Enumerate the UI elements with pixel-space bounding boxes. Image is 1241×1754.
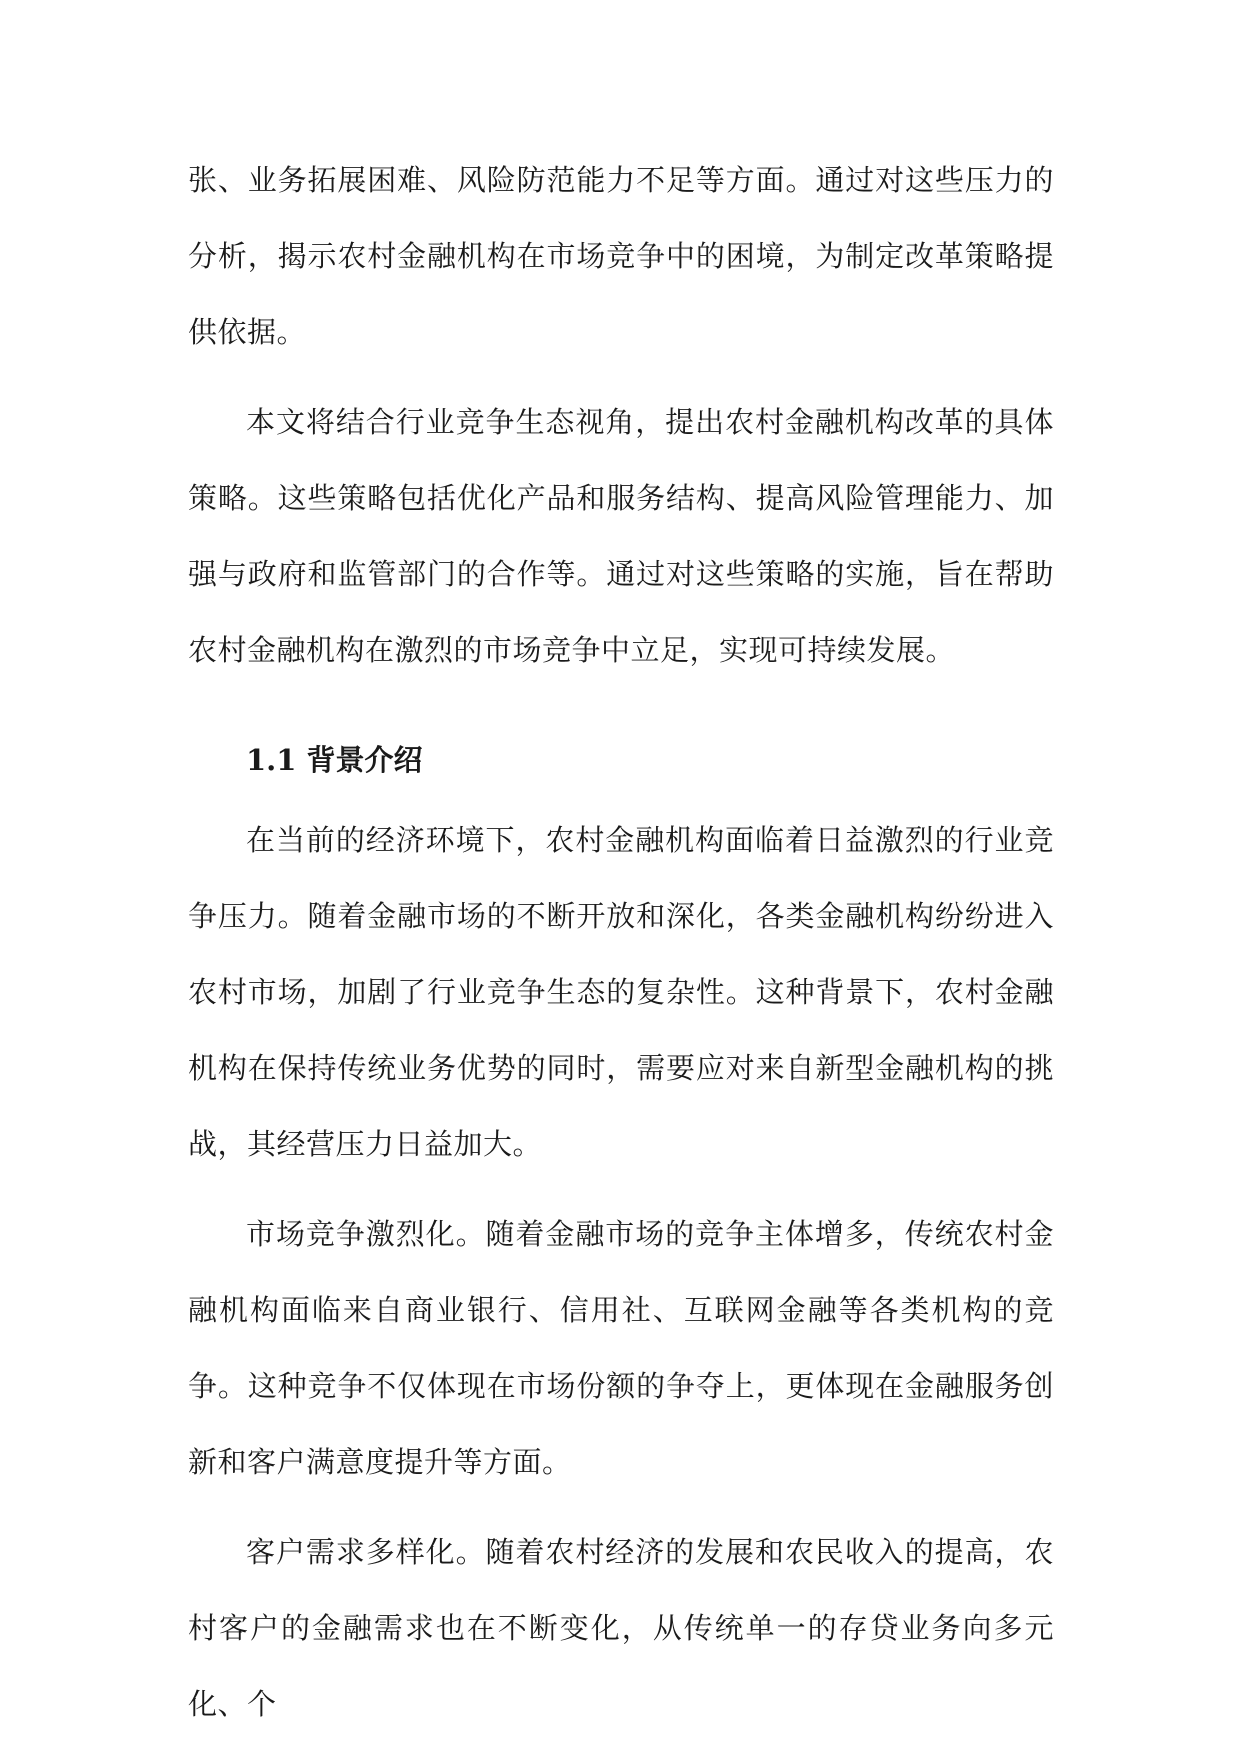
paragraph-competition: 市场竞争激烈化。随着金融市场的竞争主体增多，传统农村金融机构面临来自商业银行、信用社、互联网金融等各类机构的竞争。这种竞争不仅体现在市场份额的争夺上，更体现在金融服务创新和客户满意度提升等方面。 bbox=[188, 1217, 1054, 1479]
paragraph-background: 在当前的经济环境下，农村金融机构面临着日益激烈的行业竞争压力。随着金融市场的不断开放和深化，各类金融机构纷纷进入农村市场，加剧了行业竞争生态的复杂性。这种背景下，农村金融机构在保持传统业务优势的同时，需要应对来自新型金融机构的挑战，其经营压力日益加大。 bbox=[188, 823, 1054, 1161]
paragraph-customer-needs: 客户需求多样化。随着农村经济的发展和农民收入的提高，农村客户的金融需求也在不断变化，从传统单一的存贷业务向多元化、个 bbox=[188, 1535, 1054, 1721]
document-page bbox=[188, 142, 1054, 1742]
section-heading: 1.1 背景介绍 bbox=[246, 743, 423, 777]
paragraph-strategy: 本文将结合行业竞争生态视角，提出农村金融机构改革的具体策略。这些策略包括优化产品和服务结构、提高风险管理能力、加强与政府和监管部门的合作等。通过对这些策略的实施，旨在帮助农村金融机构在激烈的市场竞争中立足，实现可持续发展。 bbox=[188, 405, 1054, 667]
paragraph-continued: 张、业务拓展困难、风险防范能力不足等方面。通过对这些压力的分析，揭示农村金融机构在市场竞争中的困境，为制定改革策略提供依据。 bbox=[188, 163, 1054, 349]
